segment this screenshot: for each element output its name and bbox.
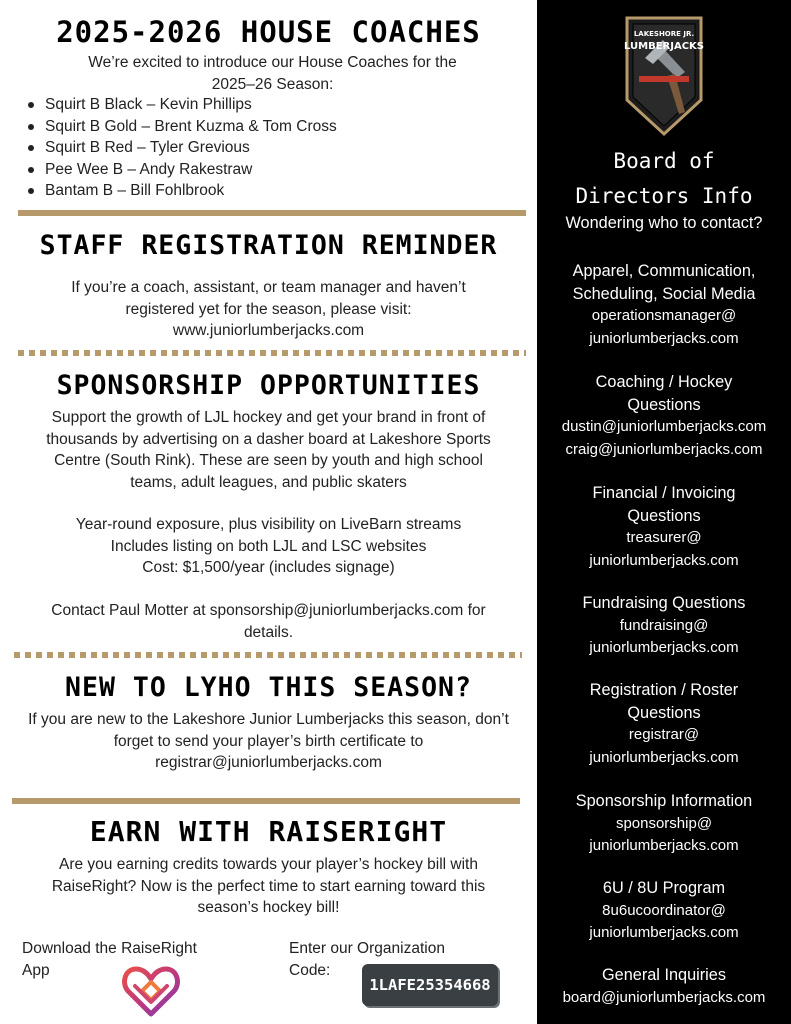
section-divider: [18, 210, 526, 216]
contact-email: juniorlumberjacks.com: [589, 639, 739, 656]
contact-block-sponsorship: [537, 790, 791, 858]
contact-topic: Financial / Invoicing: [592, 484, 736, 502]
contact-topic: Scheduling, Social Media: [572, 284, 756, 303]
download-line: Download the RaiseRight: [22, 940, 197, 957]
contact-topic: Sponsorship Information: [575, 792, 753, 810]
contact-email: registrar@: [628, 726, 700, 743]
staff-registration-text: [0, 277, 537, 342]
contact-block-general: [537, 964, 791, 1009]
contact-block-coaching: [537, 371, 791, 461]
sponsorship-cost: Cost: $1,500/year (includes signage): [142, 559, 395, 576]
contact-topic: Questions: [627, 395, 701, 414]
section-divider-dotted: [14, 652, 522, 658]
sponsorship-contact-line: Contact Paul Motter at sponsorship@juniorlumberjacks.com for: [51, 602, 486, 619]
contact-block-operations: [537, 260, 791, 350]
house-coaches-intro: [0, 52, 545, 95]
sponsorship-line: thousands by advertising on a dasher board at Lakeshore Sports: [46, 430, 491, 448]
contact-email: sponsorship@: [615, 814, 713, 832]
contact-email: juniorlumberjacks.com: [589, 924, 739, 941]
coach-list-item: Squirt B Gold – Brent Kuzma & Tom Cross: [26, 116, 337, 138]
raiseright-line: RaiseRight? Now is the perfect time to start earning toward this: [51, 877, 486, 895]
contact-block-6u-8u: [537, 877, 791, 945]
sponsorship-contact: [0, 600, 537, 643]
sponsorship-benefit-line: Includes listing on both LJL and LSC websites: [110, 537, 427, 555]
coach-list: [26, 94, 337, 202]
coach-list-item: Squirt B Black – Kevin Phillips: [26, 94, 337, 116]
raiseright-line: Are you earning credits towards your player’s hockey bill with: [59, 856, 478, 873]
contact-topic: 6U / 8U Program: [602, 879, 726, 897]
new-to-lyho-text: [0, 709, 537, 774]
contact-topic: Questions: [627, 506, 701, 525]
sidebar-title-line: Directors Info: [575, 184, 753, 208]
sidebar-subtitle: Wondering who to contact?: [565, 214, 763, 232]
sponsorship-title: SPONSORSHIP OPPORTUNITIES: [56, 370, 481, 401]
raiseright-text: [0, 854, 537, 919]
contact-topic: Registration / Roster: [589, 681, 739, 699]
organization-code-badge: 1LAFE25354668: [362, 964, 498, 1006]
contact-email: juniorlumberjacks.com: [589, 329, 739, 347]
contact-email: juniorlumberjacks.com: [589, 837, 739, 854]
contact-topic: Questions: [627, 703, 701, 722]
logo-text: LAKESHORE JR.: [633, 30, 695, 38]
contact-topic: General Inquiries: [602, 966, 726, 984]
contact-email: 8u6ucoordinator@: [602, 901, 726, 919]
contact-block-fundraising: [537, 592, 791, 660]
intro-line: 2025–26 Season:: [211, 75, 334, 93]
section-divider-dotted: [18, 350, 526, 356]
new-to-lyho-title: NEW TO LYHO THIS SEASON?: [65, 672, 472, 703]
contact-email: treasurer@: [626, 529, 702, 546]
sidebar-title-line: Board of: [613, 149, 715, 173]
coach-list-item: Bantam B – Bill Fohlbrook: [26, 180, 337, 202]
intro-line: We’re excited to introduce our House Coaches for the: [88, 54, 457, 71]
registrar-email: registrar@juniorlumberjacks.com: [155, 754, 382, 771]
logo-text: LUMBERJACKS: [624, 41, 704, 52]
contact-block-financial: [537, 482, 791, 572]
raiseright-line: season’s hockey bill!: [197, 899, 340, 916]
contact-topic: Fundraising Questions: [582, 594, 746, 612]
sponsorship-benefit-line: Year-round exposure, plus visibility on LiveBarn streams: [75, 516, 462, 533]
staff-website: www.juniorlumberjacks.com: [172, 322, 365, 339]
sponsorship-contact-line: details.: [243, 623, 294, 641]
raiseright-title: EARN WITH RAISERIGHT: [89, 815, 448, 848]
board-of-directors-sidebar: [537, 0, 791, 1024]
contact-email: fundraising@: [619, 616, 709, 634]
staff-line: If you’re a coach, assistant, or team manager and haven’t: [71, 279, 466, 296]
staff-line: registered yet for the season, please visit:: [125, 300, 412, 318]
contact-email: board@juniorlumberjacks.com: [562, 988, 766, 1006]
contact-topic: Coaching / Hockey: [595, 373, 733, 391]
contact-topic: Apparel, Communication,: [572, 262, 756, 280]
lakeshore-lumberjacks-logo: [623, 14, 705, 138]
contact-email: juniorlumberjacks.com: [589, 748, 739, 766]
coach-list-item: Pee Wee B – Andy Rakestraw: [26, 159, 337, 181]
contact-email: juniorlumberjacks.com: [589, 551, 739, 569]
sponsorship-line: teams, adult leagues, and public skaters: [130, 473, 407, 491]
enter-code-line: Enter our Organization: [289, 940, 445, 957]
raiseright-heart-logo: [122, 964, 180, 1018]
download-line: App: [22, 961, 50, 979]
house-coaches-title: 2025-2026 HOUSE COACHES: [56, 15, 481, 49]
new-to-line: forget to send your player’s birth certificate to: [113, 732, 424, 750]
staff-registration-title: STAFF REGISTRATION REMINDER: [39, 230, 498, 261]
sponsorship-line: Centre (South Rink). These are seen by youth and high school: [54, 452, 483, 469]
sponsorship-benefits: [0, 514, 537, 579]
sponsorship-line: Support the growth of LJL hockey and get your brand in front of: [51, 409, 486, 426]
sidebar-title: [537, 144, 791, 214]
contact-email: dustin@juniorlumberjacks.com: [561, 418, 767, 435]
sponsorship-description: [0, 407, 537, 493]
contact-email: craig@juniorlumberjacks.com: [565, 440, 763, 458]
coach-list-item: Squirt B Red – Tyler Grevious: [26, 137, 337, 159]
contact-email: operationsmanager@: [591, 307, 737, 324]
enter-code-line: Code:: [289, 961, 331, 979]
section-divider: [12, 798, 520, 804]
new-to-line: If you are new to the Lakeshore Junior Lumberjacks this season, don’t: [28, 711, 509, 728]
contact-block-registration: [537, 679, 791, 769]
